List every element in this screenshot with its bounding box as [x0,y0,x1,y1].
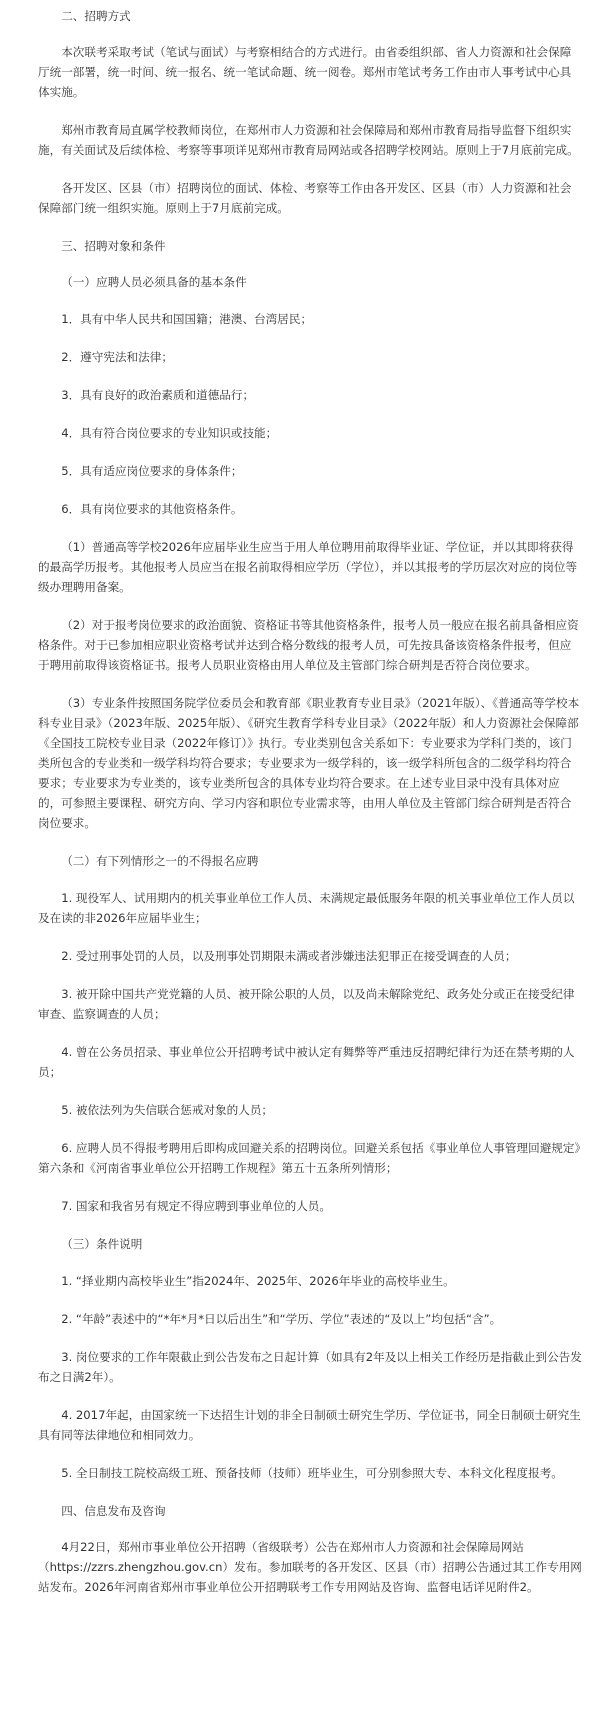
list-item: 3．具有良好的政治素质和道德品行； [61,388,255,402]
list-item: 4．具有符合岗位要求的专业知识或技能； [61,426,278,440]
list-item: 5. 被依法列为失信联合惩戒对象的人员； [61,1103,274,1117]
paragraph-districts: 各开发区、区县（市）招聘岗位的面试、体检、考察等工作由各开发区、区县（市）人力资源和社会保障部门统一组织实施。原则上于7月底前完成。 [38,181,572,215]
list-item: 2. “年龄”表述中的“*年*月*日以后出生”和“学历、学位”表述的“及以上”均包括“含”。 [61,1312,502,1326]
list-item: 5．具有适应岗位要求的身体条件； [61,464,243,478]
subsection-heading-basic-conditions: （一）应聘人员必须具备的基本条件 [61,275,247,289]
list-item: 2. 受过刑事处罚的人员，以及刑事处罚期限未满或者涉嫌违法犯罪正在接受调查的人员； [61,949,517,963]
subsection-heading-condition-notes: （三）条件说明 [61,1237,143,1251]
list-item: 3. 岗位要求的工作年限截止到公告发布之日起计算（如具有2年及以上相关工作经历是指截止到公告发布之日满2年）。 [38,1350,582,1384]
list-item: 4. 2017年起，由国家统一下达招生计划的非全日制硕士研究生学历、学位证书，同全日制硕士研究生具有同等法律地位和相同效力。 [38,1408,581,1442]
list-item: 1. 现役军人、试用期内的机关事业单位工作人员、未满规定最低服务年限的机关事业单位工作人员以及在读的非2026年应届毕业生； [38,891,575,925]
paragraph-info-release: 4月22日，郑州市事业单位公开招聘（省级联考）公告在郑州市人力资源和社会保障局网站（https://zzrs.zhengzhou.gov.cn）发布。参加联考的各开发区、区县（市）招聘公告通过其工作专用网站发布。2026年河南省郑州市事业单位公开招聘联考工作专用网站及咨询、监督电话详见附件2。 [38,1540,582,1594]
note-paragraph: （1）普通高等学校2026年应届毕业生应当于用人单位聘用前取得毕业证、学位证，并以其即将获得的最高学历报考。其他报考人员应当在报名前取得相应学历（学位），并以其报考的学历层次对应的岗位等级办理聘用备案。 [38,540,578,594]
list-item: 1. “择业期内高校毕业生”指2024年、2025年、2026年毕业的高校毕业生。 [61,1274,455,1288]
list-item: 6. 应聘人员不得报考聘用后即构成回避关系的招聘岗位。回避关系包括《事业单位人事管理回避规定》第六条和《河南省事业单位公开招聘工作规程》第五十五条所列情形； [38,1141,581,1175]
note-paragraph: （3）专业条件按照国务院学位委员会和教育部《职业教育专业目录》（2021年版）、《普通高等学校本科专业目录》（2023年版、2025年版）、《研究生教育学科专业目录》（2022年版）和人力资源社会保障部《全国技工院校专业目录（2022年修订）》执行。专业类别包含关系如下：专业要求为学科门类的，该门类所包含的专业类和一级学科均符合要求；专业要求为一级学科的，该一级学科所包含的二级学科均符合要求；专业要求为专业类的，该专业类所包含的具体专业均符合要求。在上述专业目录中没有具体对应的，可参照主要课程、研究方向、学习内容和职位专业需求等，由用人单位及主管部门综合研判是否符合岗位要求。 [38,696,580,830]
subsection-heading-exclusions: （二）有下列情形之一的不得报名应聘 [61,854,259,868]
paragraph-exam-method: 本次联考采取考试（笔试与面试）与考察相结合的方式进行。由省委组织部、省人力资源和社会保障厅统一部署，统一时间、统一报名、统一笔试命题、统一阅卷。郑州市笔试考务工作由市人事考试中心具体实施。 [38,45,572,99]
list-item: 4. 曾在公务员招录、事业单位公开招聘考试中被认定有舞弊等严重违反招聘纪律行为还在禁考期的人员； [38,1045,575,1079]
list-item: 3. 被开除中国共产党党籍的人员、被开除公职的人员，以及尚未解除党纪、政务处分或正在接受纪律审查、监察调查的人员； [38,987,575,1021]
list-item: 1．具有中华人民共和国国籍；港澳、台湾居民； [61,312,313,326]
list-item: 6．具有岗位要求的其他资格条件。 [61,502,243,516]
list-item: 2．遵守宪法和法律； [61,350,173,364]
list-item: 7. 国家和我省另有规定不得应聘到事业单位的人员。 [61,1199,331,1213]
list-item: 5. 全日制技工院校高级工班、预备技师（技师）班毕业生，可分别参照大专、本科文化程度报考。 [61,1466,563,1480]
section-heading-recruitment-conditions: 三、招聘对象和条件 [61,239,166,253]
paragraph-education-bureau: 郑州市教育局直属学校教师岗位，在郑州市人力资源和社会保障局和郑州市教育局指导监督下组织实施，有关面试及后续体检、考察等事项详见郑州市教育局网站或各招聘学校网站。原则上于7月底前完成。 [38,123,579,157]
section-heading-info-release: 四、信息发布及咨询 [61,1504,166,1518]
note-paragraph: （2）对于报考岗位要求的政治面貌、资格证书等其他资格条件，报考人员一般应在报名前具备相应资格条件。对于已参加相应职业资格考试并达到合格分数线的报考人员，可先按具备该资格条件报考，但应于聘用前取得该资格证书。报考人员职业资格由用人单位及主管部门综合研判是否符合岗位要求。 [38,618,579,672]
section-heading-recruitment-method: 二、招聘方式 [61,9,131,23]
